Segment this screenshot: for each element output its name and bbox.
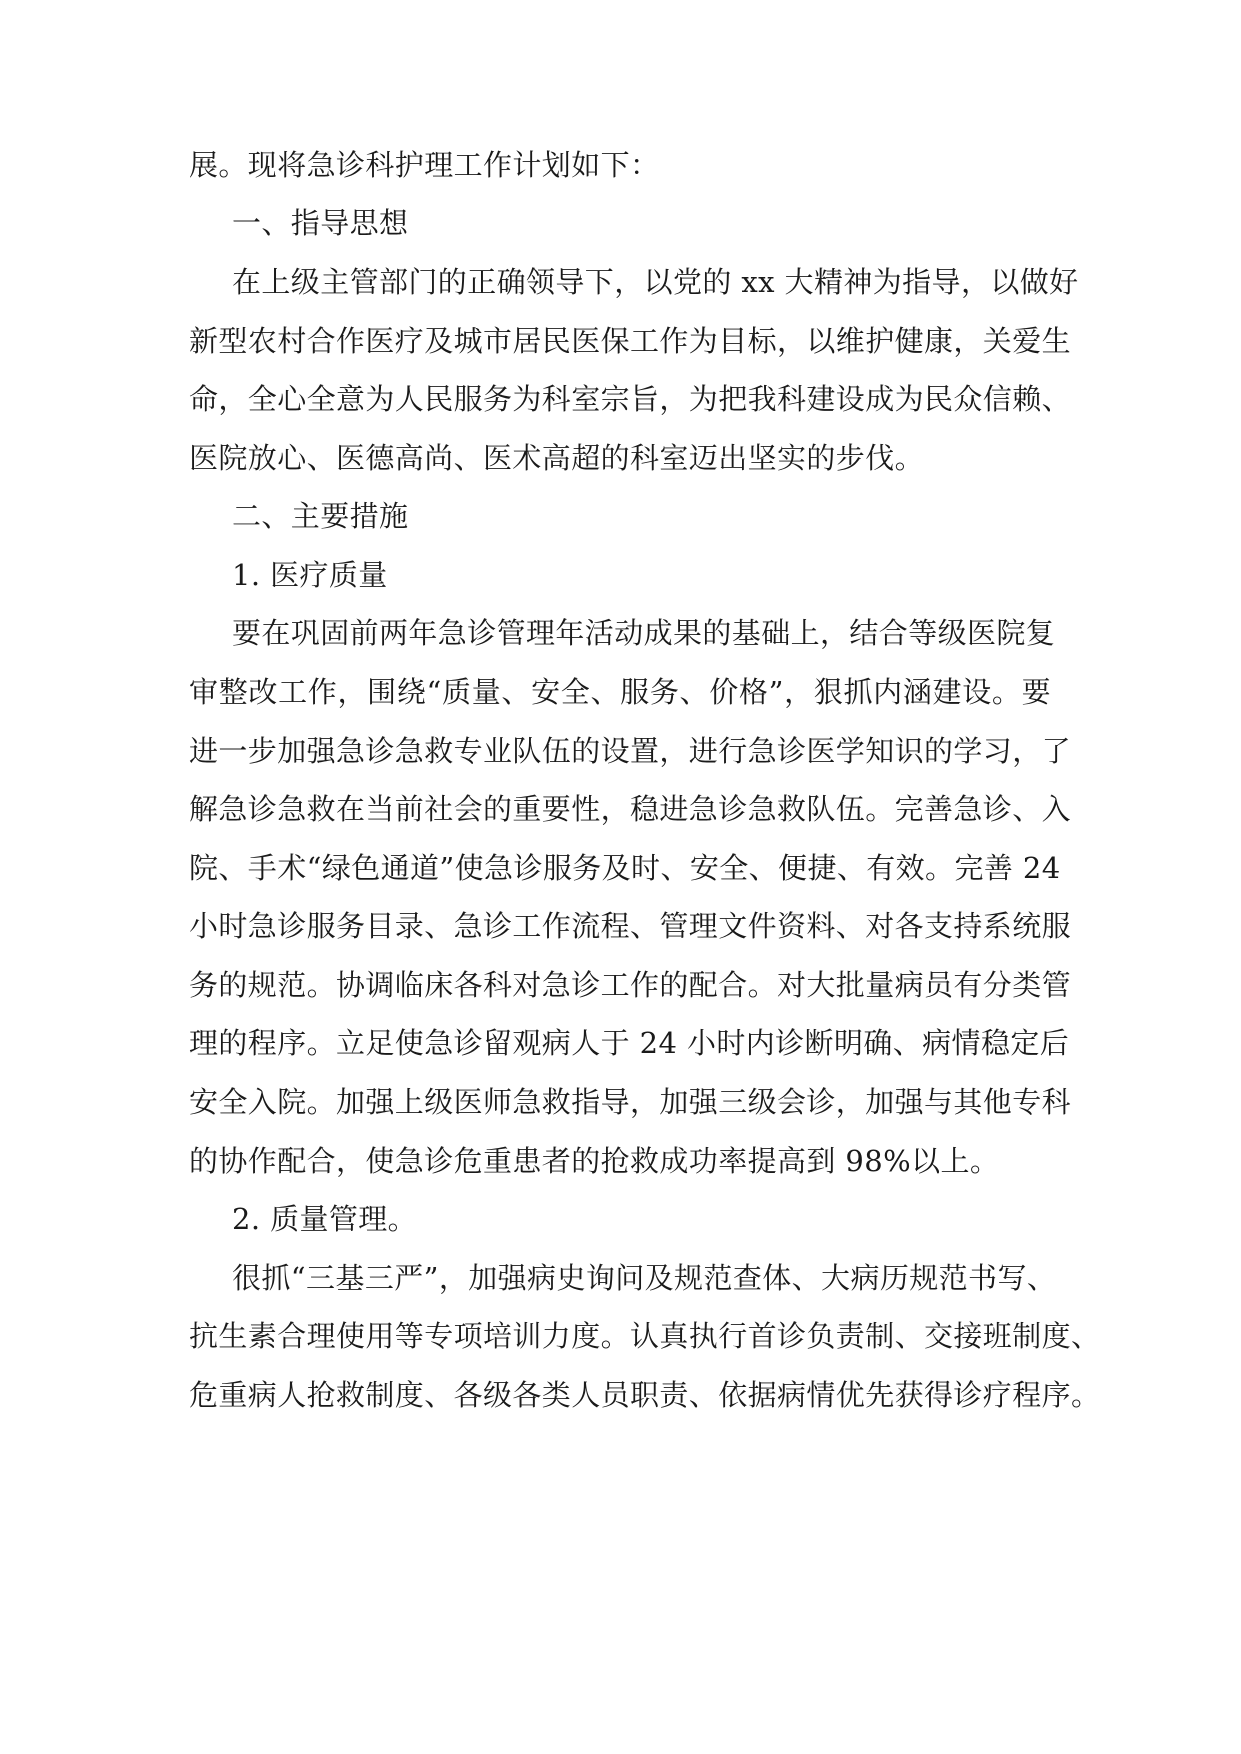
- paragraph-line: 危重病人抢救制度、各级各类人员职责、依据病情优先获得诊疗程序。: [189, 1378, 1101, 1412]
- paragraph-line: 理的程序。立足使急诊留观病人于 24 小时内诊断明确、病情稳定后: [189, 1026, 1070, 1060]
- paragraph-line: 院、手术“绿色通道”使急诊服务及时、安全、便捷、有效。完善 24: [189, 851, 1061, 885]
- paragraph-continuation-line: 展。现将急诊科护理工作计划如下：: [189, 148, 660, 182]
- paragraph-line: 要在巩固前两年急诊管理年活动成果的基础上，结合等级医院复: [232, 616, 1056, 650]
- subheading-medical-quality: 1. 医疗质量: [232, 558, 388, 592]
- paragraph-line: 审整改工作，围绕“质量、安全、服务、价格”，狠抓内涵建设。要: [189, 675, 1051, 709]
- section-heading-main-measures: 二、主要措施: [232, 499, 409, 533]
- paragraph-line: 的协作配合，使急诊危重患者的抢救成功率提高到 98%以上。: [189, 1144, 1000, 1178]
- paragraph-line: 命，全心全意为人民服务为科室宗旨，为把我科建设成为民众信赖、: [189, 382, 1072, 416]
- paragraph-line: 在上级主管部门的正确领导下，以党的 xx 大精神为指导，以做好: [232, 265, 1079, 299]
- paragraph-line: 进一步加强急诊急救专业队伍的设置，进行急诊医学知识的学习，了: [189, 734, 1072, 768]
- paragraph-line: 抗生素合理使用等专项培训力度。认真执行首诊负责制、交接班制度、: [189, 1319, 1101, 1353]
- paragraph-line: 务的规范。协调临床各科对急诊工作的配合。对大批量病员有分类管: [189, 968, 1072, 1002]
- paragraph-line: 解急诊急救在当前社会的重要性，稳进急诊急救队伍。完善急诊、入: [189, 792, 1072, 826]
- paragraph-line: 安全入院。加强上级医师急救指导，加强三级会诊，加强与其他专科: [189, 1085, 1072, 1119]
- paragraph-line: 医院放心、医德高尚、医术高超的科室迈出坚实的步伐。: [189, 441, 925, 475]
- paragraph-line: 很抓“三基三严”，加强病史询问及规范查体、大病历规范书写、: [232, 1261, 1057, 1295]
- section-heading-guiding-thought: 一、指导思想: [232, 206, 409, 240]
- paragraph-line: 新型农村合作医疗及城市居民医保工作为目标，以维护健康，关爱生: [189, 324, 1072, 358]
- subheading-quality-management: 2. 质量管理。: [232, 1202, 418, 1236]
- paragraph-line: 小时急诊服务目录、急诊工作流程、管理文件资料、对各支持系统服: [189, 909, 1072, 943]
